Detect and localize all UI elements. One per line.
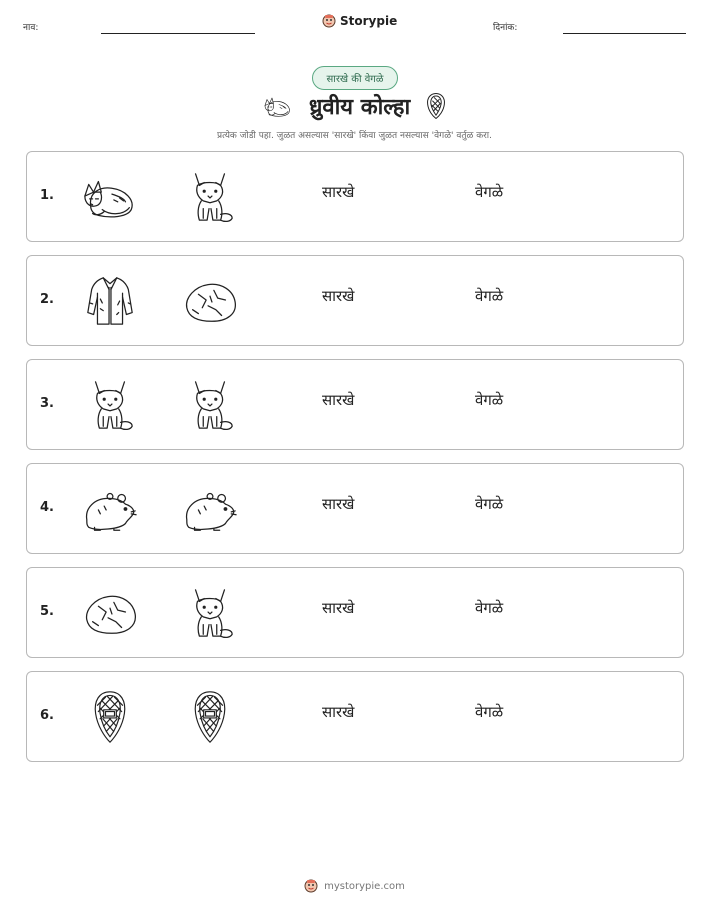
item-card	[26, 151, 684, 242]
sleeping-fox-icon	[81, 170, 139, 224]
rock-icon	[181, 274, 239, 328]
snowshoe-icon	[181, 690, 239, 744]
fur-coat-icon	[81, 274, 139, 328]
option-same[interactable]: सारखे	[322, 495, 355, 513]
lemming-icon	[181, 482, 239, 536]
rock-icon	[81, 586, 139, 640]
item-number: 4.	[40, 500, 54, 515]
date-line[interactable]	[563, 33, 686, 34]
option-different[interactable]: वेगळे	[475, 287, 504, 305]
item-number: 6.	[40, 708, 54, 723]
name-line[interactable]	[101, 33, 255, 34]
lemming-icon	[81, 482, 139, 536]
arctic-fox-icon	[181, 586, 239, 640]
sleeping-fox-icon	[263, 93, 293, 119]
item-number: 2.	[40, 292, 54, 307]
option-same[interactable]: सारखे	[322, 391, 355, 409]
name-label: नाव:	[23, 23, 39, 33]
footer	[0, 879, 709, 893]
option-different[interactable]: वेगळे	[475, 703, 504, 721]
storypie-mascot-icon	[322, 14, 336, 28]
arctic-fox-icon	[181, 378, 239, 432]
option-same[interactable]: सारखे	[322, 703, 355, 721]
worksheet-header	[0, 14, 709, 38]
option-different[interactable]: वेगळे	[475, 495, 504, 513]
item-card	[26, 463, 684, 554]
brand-name: Storypie	[340, 14, 398, 28]
item-card	[26, 255, 684, 346]
item-number: 1.	[40, 188, 54, 203]
date-label: दिनांक:	[493, 23, 518, 33]
brand-logo	[322, 14, 397, 28]
arctic-fox-icon	[181, 170, 239, 224]
option-different[interactable]: वेगळे	[475, 391, 504, 409]
arctic-fox-icon	[81, 378, 139, 432]
option-different[interactable]: वेगळे	[475, 599, 504, 617]
item-card	[26, 671, 684, 762]
item-card	[26, 567, 684, 658]
option-same[interactable]: सारखे	[322, 183, 355, 201]
footer-link[interactable]: mystorypie.com	[324, 880, 405, 892]
title-row	[0, 90, 709, 122]
option-same[interactable]: सारखे	[322, 287, 355, 305]
storypie-mascot-icon	[304, 879, 318, 893]
instructions: प्रत्येक जोडी पहा. जुळत असल्यास 'सारखे' किंवा जुळत नसल्यास 'वेगळे' वर्तुळ करा.	[216, 131, 492, 141]
item-number: 3.	[40, 396, 54, 411]
activity-badge: सारखे की वेगळे	[312, 66, 398, 90]
snowshoe-icon	[426, 92, 446, 120]
item-card	[26, 359, 684, 450]
option-same[interactable]: सारखे	[322, 599, 355, 617]
option-different[interactable]: वेगळे	[475, 183, 504, 201]
snowshoe-icon	[81, 690, 139, 744]
page-title: ध्रुवीय कोल्हा	[308, 95, 411, 120]
item-number: 5.	[40, 604, 54, 619]
